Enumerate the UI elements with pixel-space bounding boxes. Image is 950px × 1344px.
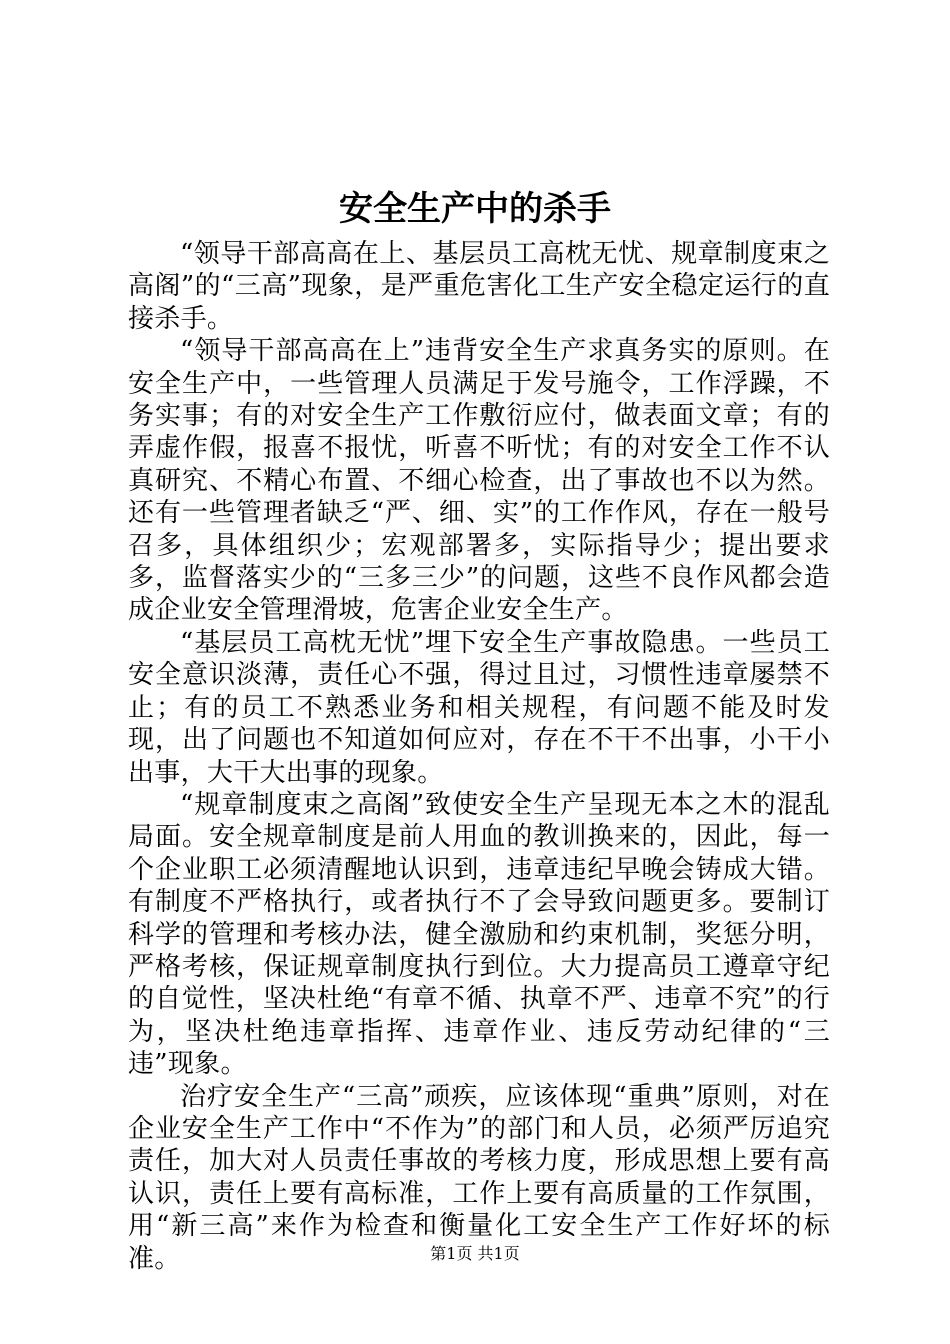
paragraph-5: 治疗安全生产“三高”顽疾，应该体现“重典”原则，对在企业安全生产工作中“不作为”的部门和人员，必须严厉追究责任，加大对人员责任事故的考核力度，形成思想上要有高认识，责任上要有高标准，工作上要有高质量的工作氛围，用“新三高”来作为检查和衡量化工安全生产工作好坏的标准。	[128, 1081, 830, 1274]
page-total: 共1页	[477, 1244, 520, 1263]
paragraph-3: “基层员工高枕无忧”埋下安全生产事故隐患。一些员工安全意识淡薄，责任心不强，得过且过，习惯性违章屡禁不止；有的员工不熟悉业务和相关规程，有问题不能及时发现，出了问题也不知道如何应对，存在不干不出事，小干小出事，大干大出事的现象。	[128, 627, 830, 788]
page-number: 第1页	[430, 1244, 473, 1263]
paragraph-1: “领导干部高高在上、基层员工高枕无忧、规章制度束之高阁”的“三高”现象，是严重危害化工生产安全稳定运行的直接杀手。	[128, 239, 830, 334]
page-footer	[0, 1242, 950, 1266]
paragraph-4: “规章制度束之高阁”致使安全生产呈现无本之木的混乱局面。安全规章制度是前人用血的教训换来的，因此，每一个企业职工必须清醒地认识到，违章违纪早晚会铸成大错。有制度不严格执行，或者执行不了会导致问题更多。要制订科学的管理和考核办法，健全激励和约束机制，奖惩分明，严格考核，保证规章制度执行到位。大力提高员工遵章守纪的自觉性，坚决杜绝“有章不循、执章不严、违章不究”的行为，坚决杜绝违章指挥、违章作业、违反劳动纪律的“三违”现象。	[128, 789, 830, 1080]
document-body	[128, 238, 830, 1275]
paragraph-2: “领导干部高高在上”违背安全生产求真务实的原则。在安全生产中，一些管理人员满足于发号施令，工作浮躁，不务实事；有的对安全生产工作敷衍应付，做表面文章；有的弄虚作假，报喜不报忧，听喜不听忧；有的对安全工作不认真研究、不精心布置、不细心检查，出了事故也不以为然。还有一些管理者缺乏“严、细、实”的工作作风，存在一般号召多，具体组织少；宏观部署多，实际指导少；提出要求多，监督落实少的“三多三少”的问题，这些不良作风都会造成企业安全管理滑坡，危害企业安全生产。	[128, 336, 830, 626]
document-title: 安全生产中的杀手	[339, 189, 611, 229]
